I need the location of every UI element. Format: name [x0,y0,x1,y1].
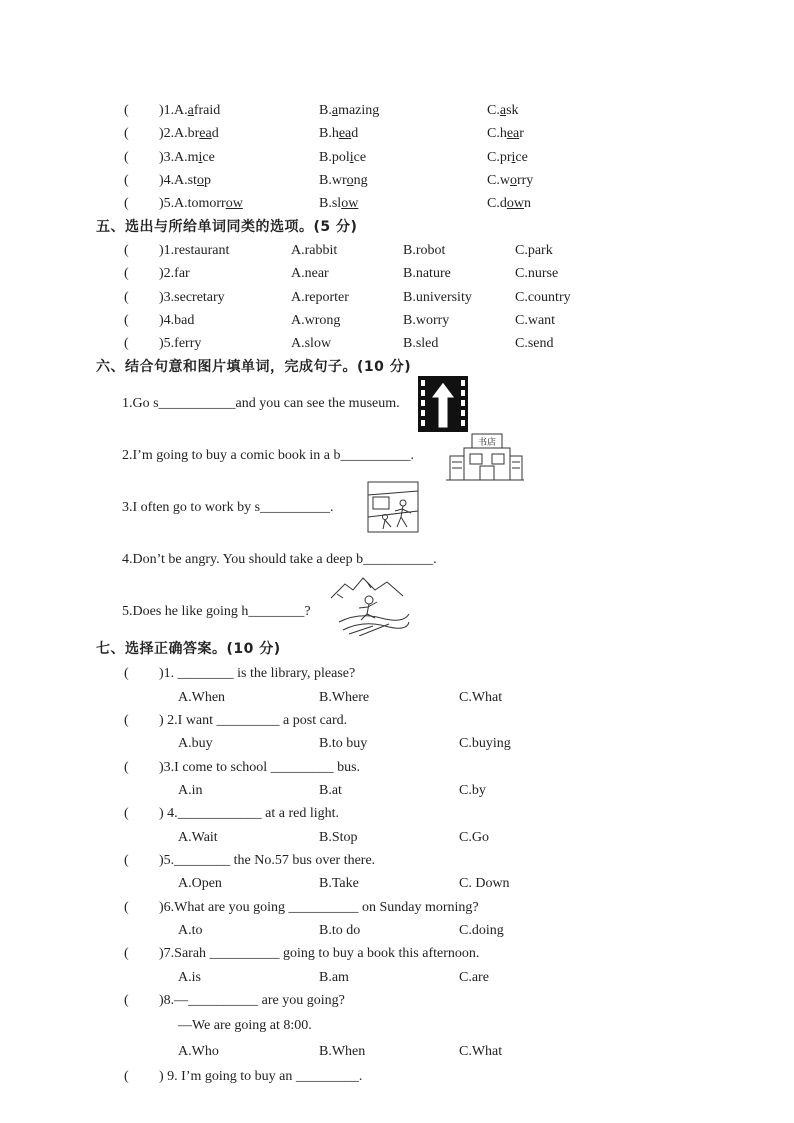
underlined-letters: ow [506,196,524,211]
answer-blank-s7-5[interactable]: ( [124,853,129,868]
option-text: ce [202,150,215,165]
underlined-letters: o [346,173,354,188]
question-number: )3. [159,150,175,165]
option-text: C.d [487,196,507,211]
option-a: A.slow [291,336,332,351]
option-c: C.are [459,970,489,985]
answer-blank-s5-5[interactable]: ( [124,336,129,351]
underlined-letters: i [511,150,516,165]
underlined-letters: a [187,103,194,118]
option-text: A.br [174,126,200,141]
underlined-letters: ow [225,196,243,211]
option-text: C.pr [487,150,512,165]
option-c [487,173,533,189]
option-text: A. [174,103,188,118]
bookstore-sign: 书店 [477,438,497,448]
option-text: fraid [193,103,221,118]
option-text: sk [506,103,519,118]
option-text: ng [353,173,368,188]
option-c: C.park [515,243,553,258]
option-b [319,150,366,166]
fill-sentence-1: 1.Go s___________and you can see the museum. [122,396,400,411]
option-b: B.When [319,1044,366,1059]
option-text: d [351,126,359,141]
option-a: A.near [291,266,329,281]
option-b: B.sled [403,336,439,351]
option-a [174,196,243,212]
question-number: )4. [159,173,175,188]
option-text: A.m [174,150,199,165]
option-a [174,126,219,142]
question-word: )1.restaurant [159,243,230,258]
option-c: C.What [459,1044,503,1059]
option-b: B.at [319,783,342,798]
option-text: B.wr [319,173,347,188]
answer-blank-p4-5[interactable]: ( [124,196,129,211]
subway-icon [367,481,419,533]
option-b: B.Where [319,690,370,705]
option-text: C. [487,103,500,118]
option-b: B.to do [319,923,361,938]
option-c: C.What [459,690,503,705]
option-c: C. Down [459,876,510,891]
option-a [174,173,211,189]
option-a [174,150,215,166]
option-text: ce [515,150,528,165]
option-text: B.pol [319,150,350,165]
option-b: B.worry [403,313,450,328]
answer-blank-s7-7[interactable]: ( [124,946,129,961]
question-word: )2.far [159,266,190,281]
question-text: ) 9. I’m going to buy an _________. [159,1069,363,1084]
option-text: A.tomorr [174,196,226,211]
option-a: A.Wait [178,830,218,845]
answer-blank-p4-1[interactable]: ( [124,103,129,118]
underlined-letters: ea [338,126,352,141]
underlined-letters: ea [199,126,212,141]
option-text: d [211,126,219,141]
answer-blank-s7-6[interactable]: ( [124,900,129,915]
hiking-icon [329,572,411,636]
option-a: A.wrong [291,313,341,328]
underlined-letters: a [499,103,507,118]
option-c: C.want [515,313,556,328]
answer-blank-s5-2[interactable]: ( [124,266,129,281]
option-c: C.send [515,336,554,351]
option-b: B.Take [319,876,359,891]
option-c: C.by [459,783,486,798]
option-b: B.robot [403,243,446,258]
option-a: A.is [178,970,201,985]
option-a: A.reporter [291,290,349,305]
question-text: )8.—__________ are you going? [159,993,345,1008]
underlined-letters: o [196,173,204,188]
fill-sentence-5: 5.Does he like going h________? [122,604,311,619]
fill-sentence-4: 4.Don’t be angry. You should take a deep b__________. [122,552,437,567]
option-c: C.doing [459,923,504,938]
underlined-letters: ow [341,196,359,211]
fill-sentence-2: 2.I’m going to buy a comic book in a b__________. [122,448,415,463]
underlined-letters: o [509,173,517,188]
option-c: C.Go [459,830,489,845]
arrow-straight-icon [418,376,468,432]
option-text: C.h [487,126,507,141]
fill-sentence-3: 3.I often go to work by s__________. [122,500,334,515]
option-b: B.nature [403,266,451,281]
question-text: )5.________ the No.57 bus over there. [159,853,376,868]
answer-blank-s7-2[interactable]: ( [124,713,129,728]
option-c [487,126,524,142]
option-c [487,196,531,212]
option-a: A.Open [178,876,222,891]
answer-blank-s5-4[interactable]: ( [124,313,129,328]
answer-blank-s7-8[interactable]: ( [124,993,129,1008]
option-b [319,126,358,142]
question-text: )6.What are you going __________ on Sunday morning? [159,900,479,915]
option-b [319,103,379,119]
option-text: p [203,173,211,188]
question-word: )4.bad [159,313,195,328]
answer-blank-p4-3[interactable]: ( [124,150,129,165]
question-number: )1. [159,103,175,118]
option-text: A.st [174,173,197,188]
option-text: C.w [487,173,510,188]
option-b [319,196,358,212]
option-text: rry [516,173,534,188]
question-response: —We are going at 8:00. [178,1018,312,1033]
underlined-letters: i [198,150,203,165]
question-text: )1. ________ is the library, please? [159,666,356,681]
option-text: B.sl [319,196,342,211]
question-text: )3.I come to school _________ bus. [159,760,361,775]
answer-blank-s7-3[interactable]: ( [124,760,129,775]
section6-heading: 六、结合句意和图片填单词，完成句子。(10 分) [96,359,412,375]
option-a: A.to [178,923,203,938]
option-a [174,103,220,119]
option-c: C.buying [459,736,511,751]
option-a: A.in [178,783,203,798]
answer-blank-s5-1[interactable]: ( [124,243,129,258]
question-word: )3.secretary [159,290,225,305]
option-text: B.h [319,126,339,141]
answer-blank-s7-9[interactable]: ( [124,1069,129,1084]
option-c [487,103,519,119]
section5-heading: 五、选出与所给单词同类的选项。(5 分) [96,219,358,235]
question-word: )5.ferry [159,336,202,351]
option-text: ce [353,150,367,165]
question-text: )7.Sarah __________ going to buy a book this afternoon. [159,946,480,961]
question-number: )2. [159,126,175,141]
option-b: B.Stop [319,830,358,845]
option-text: mazing [338,103,380,118]
underlined-letters: i [349,150,354,165]
option-b: B.to buy [319,736,368,751]
option-b [319,173,368,189]
question-text: ) 2.I want _________ a post card. [159,713,348,728]
underlined-letters: a [331,103,339,118]
option-b: B.am [319,970,349,985]
option-a: A.buy [178,736,213,751]
answer-blank-p4-2[interactable]: ( [124,126,129,141]
answer-blank-s5-3[interactable]: ( [124,290,129,305]
option-a: A.rabbit [291,243,338,258]
option-c: C.nurse [515,266,559,281]
option-a: A.Who [178,1044,219,1059]
option-b: B.university [403,290,472,305]
option-text: B. [319,103,332,118]
answer-blank-s7-4[interactable]: ( [124,806,129,821]
bookstore-icon [446,432,524,482]
question-text: ) 4.____________ at a red light. [159,806,340,821]
option-a: A.When [178,690,226,705]
option-text: n [523,196,531,211]
option-c [487,150,528,166]
underlined-letters: ea [506,126,520,141]
answer-blank-s7-1[interactable]: ( [124,666,129,681]
section7-heading: 七、选择正确答案。(10 分) [96,641,281,657]
answer-blank-p4-4[interactable]: ( [124,173,129,188]
option-c: C.country [515,290,571,305]
question-number: )5. [159,196,175,211]
option-text: r [519,126,524,141]
